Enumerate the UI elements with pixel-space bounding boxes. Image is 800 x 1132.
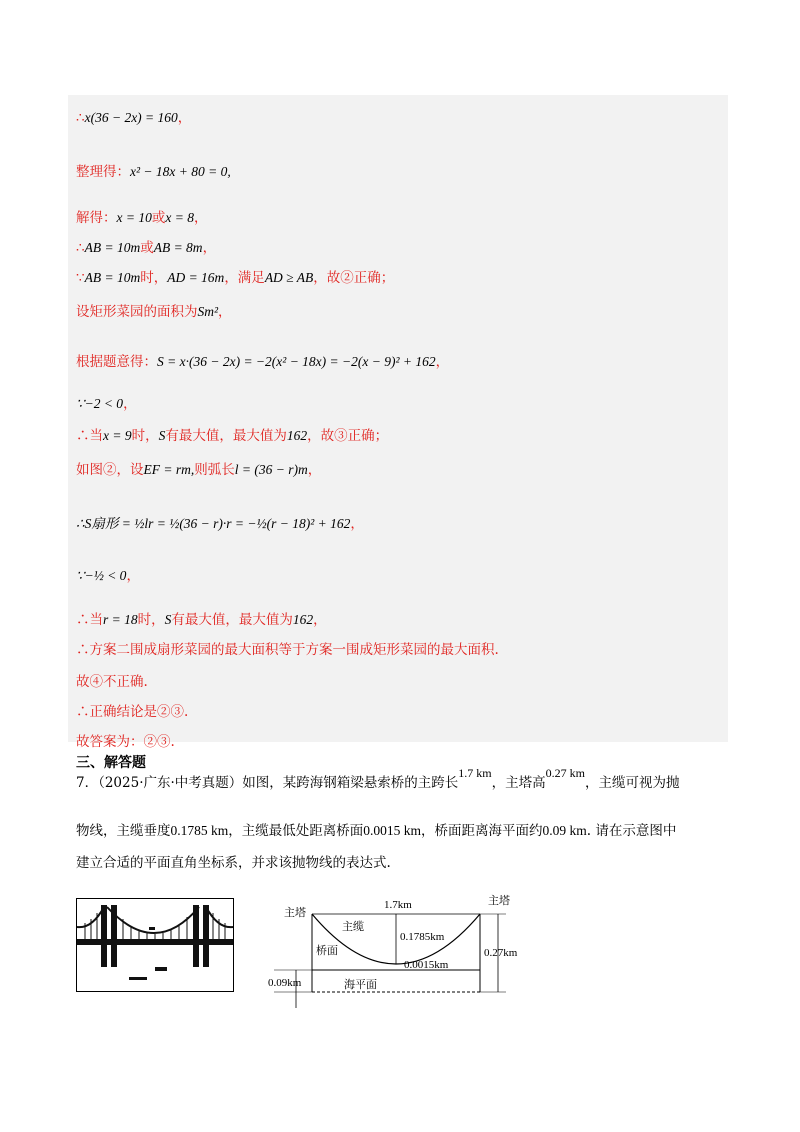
label-cable: 主缆 [342,921,364,933]
label-sag: 0.1785km [400,931,445,943]
label-span: 1.7km [384,899,412,911]
solution-line: 解得：x = 10或x = 8， [76,210,208,226]
label-sea: 海平面 [344,979,377,991]
solution-line: ∵AB = 10m时，AD = 16m，满足AD ≥ AB，故②正确； [76,270,395,286]
solution-line: ∵−½ < 0， [76,568,140,584]
problem-line-3: 建立合适的平面直角坐标系，并求该抛物线的表达式. [76,855,391,871]
solution-line: ∴AB = 10m或AB = 8m， [76,240,217,256]
solution-line: ∴S扇形 = ½lr = ½(36 − r)·r = −½(r − 18)² + 162， [76,516,364,532]
solution-line: 整理得：x² − 18x + 80 = 0, [76,164,231,180]
label-tower-right: 主塔 [488,895,510,907]
bridge-diagram [266,890,536,1010]
label-tower-left: 主塔 [284,907,306,919]
problem-line-2: 物线，主缆垂度0.1785 km，主缆最低处距离桥面0.0015 km，桥面距离海平面约0.09 km. 请在示意图中 [76,823,677,839]
solution-line: ∴x(36 − 2x) = 160， [76,110,192,126]
problem-line-1: 7．（2025·广东·中考真题）如图，某跨海钢箱梁悬索桥的主跨长1.7 km，主塔高0.27 km，主缆可视为抛 [76,766,680,791]
solution-line: 故④不正确. [76,674,148,690]
solution-line: ∵−2 < 0， [76,396,137,412]
solution-line: 设矩形菜园的面积为Sm²， [76,304,232,320]
label-deck: 桥面 [316,945,338,957]
solution-line: 根据题意得：S = x·(36 − 2x) = −2(x² − 18x) = −2(x − 9)² + 162， [76,354,450,370]
bridge-photo [76,898,234,992]
bridge-photo-drawing [77,899,233,991]
label-height: 0.27km [484,947,518,959]
label-sea-height: 0.09km [268,977,302,989]
label-low: 0.0015km [404,959,449,971]
section-title: 三、解答题 [76,755,146,771]
solution-line: ∴当r = 18时，S有最大值，最大值为162， [76,612,327,628]
solution-line: 故答案为：②③. [76,734,175,750]
solution-line: ∴当x = 9时，S有最大值，最大值为162，故③正确； [76,428,389,444]
solution-line: 如图②，设EF = rm,则弧长l = (36 − r)m， [76,462,322,478]
solution-line: ∴方案二围成扇形菜园的最大面积等于方案一围成矩形菜园的最大面积. [76,642,499,658]
solution-line: ∴正确结论是②③. [76,704,189,720]
